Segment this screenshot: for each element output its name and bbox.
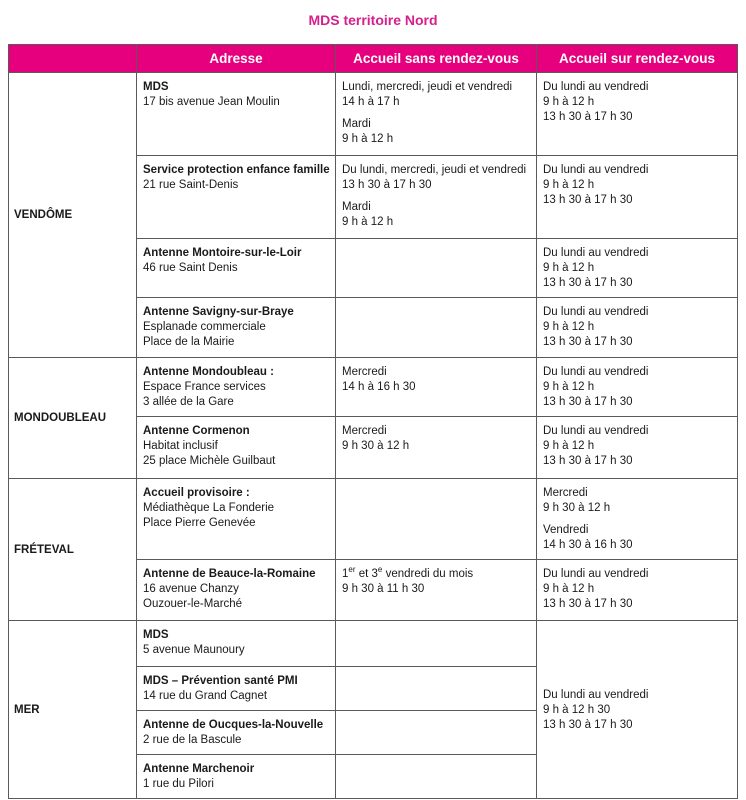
site-name: Antenne Marchenoir [143, 763, 255, 775]
hours-text: 13 h 30 à 17 h 30 [543, 111, 633, 123]
hours-text: 13 h 30 à 17 h 30 [543, 455, 633, 467]
appointment-cell [537, 73, 738, 156]
hours-text: 14 h à 17 h [342, 96, 400, 108]
walk-in-cell [336, 417, 537, 479]
site-address: Ouzouer-le-Marché [143, 598, 243, 610]
site-name: Antenne de Oucques-la-Nouvelle [143, 719, 324, 731]
page-title: MDS territoire Nord [308, 12, 438, 28]
days-text: Mercredi [543, 487, 588, 499]
days-text: Du lundi au vendredi [543, 81, 649, 93]
site-name: Antenne Mondoubleau : [143, 366, 274, 378]
header-sur-rdv: Accueil sur rendez-vous [537, 45, 738, 73]
site-name: Service protection enfance famille [143, 164, 330, 176]
site-address: 46 rue Saint Denis [143, 262, 238, 274]
appointment-cell [537, 358, 738, 417]
table-row [9, 73, 738, 156]
hours-text: 13 h 30 à 17 h 30 [543, 396, 633, 408]
ordinal-number: et 3 [355, 568, 378, 580]
walk-in-cell [336, 239, 537, 298]
address-cell [137, 711, 336, 755]
days-text: Vendredi [543, 524, 589, 536]
hours-text: 13 h 30 à 17 h 30 [342, 179, 432, 191]
hours-text: 9 h à 12 h 30 [543, 703, 611, 716]
hours-text: 13 h 30 à 17 h 30 [543, 336, 633, 348]
site-address: 3 allée de la Gare [143, 396, 234, 408]
site-name: MDS – Prévention santé PMI [143, 675, 298, 687]
hours-text: 9 h à 12 h [543, 262, 595, 274]
appointment-cell [537, 298, 738, 358]
hours-text: 14 h 30 à 16 h 30 [543, 539, 633, 551]
site-name: Antenne Montoire-sur-le-Loir [143, 247, 302, 259]
table-row [9, 358, 738, 417]
table-row [9, 479, 738, 560]
appointment-cell [537, 479, 738, 560]
region-mondoubleau: MONDOUBLEAU [9, 358, 137, 479]
hours-text: 9 h à 12 h [342, 133, 394, 145]
appointment-cell [537, 621, 738, 799]
days-text: Du lundi au vendredi [543, 247, 649, 259]
header-row [9, 45, 738, 73]
address-cell [137, 755, 336, 799]
walk-in-cell [336, 621, 537, 667]
site-address: 2 rue de la Bascule [143, 734, 242, 746]
site-address: Habitat inclusif [143, 440, 218, 452]
region-freteval: FRÉTEVAL [9, 479, 137, 621]
site-address: Place Pierre Genevée [143, 517, 256, 529]
address-cell [137, 239, 336, 298]
ordinal-suffix: e [377, 565, 383, 575]
hours-text: 9 h à 12 h [543, 440, 595, 452]
hours-text: 9 h à 12 h [543, 381, 595, 393]
days-text: Mardi [342, 201, 371, 213]
hours-text: 9 h à 12 h [543, 96, 595, 108]
hours-text: 9 h à 12 h [342, 216, 394, 228]
walk-in-cell [336, 711, 537, 755]
site-address: 14 rue du Grand Cagnet [143, 690, 268, 702]
site-address: 21 rue Saint-Denis [143, 179, 239, 191]
header-sans-rdv: Accueil sans rendez-vous [336, 45, 537, 73]
region-mer: MER [9, 621, 137, 799]
address-cell [137, 417, 336, 479]
ordinal-suffix: er [348, 565, 356, 575]
days-text: Lundi, mercredi, jeudi et vendredi [342, 81, 513, 93]
site-address: Médiathèque La Fonderie [143, 502, 275, 514]
appointment-cell [537, 239, 738, 298]
header-region [9, 45, 137, 73]
hours-text: 13 h 30 à 17 h 30 [543, 277, 633, 289]
days-text: Du lundi au vendredi [543, 366, 649, 378]
days-text: Du lundi au vendredi [543, 164, 649, 176]
days-text: Du lundi, mercredi, jeudi et vendredi [342, 164, 527, 176]
table-row [9, 621, 738, 667]
hours-text: 9 h à 12 h [543, 583, 595, 595]
hours-text: 14 h à 16 h 30 [342, 381, 416, 393]
site-address: Place de la Mairie [143, 336, 235, 348]
hours-text: 13 h 30 à 17 h 30 [543, 718, 633, 731]
site-address: 16 avenue Chanzy [143, 583, 239, 595]
days-text: Du lundi au vendredi [543, 306, 649, 318]
ordinal-number: 1 [342, 568, 349, 580]
days-text: Du lundi au vendredi [543, 568, 649, 580]
days-rest: vendredi du mois [382, 568, 474, 580]
site-name: MDS [143, 81, 169, 93]
site-name: Antenne de Beauce-la-Romaine [143, 568, 316, 580]
address-cell [137, 298, 336, 358]
hours-text: 9 h 30 à 12 h [342, 440, 410, 452]
walk-in-cell [336, 156, 537, 239]
walk-in-cell [336, 298, 537, 358]
address-cell [137, 621, 336, 667]
walk-in-cell [336, 755, 537, 799]
walk-in-cell [336, 667, 537, 711]
hours-text: 9 h à 12 h [543, 321, 595, 333]
address-cell [137, 667, 336, 711]
days-text: Mercredi [342, 425, 387, 437]
hours-text: 13 h 30 à 17 h 30 [543, 598, 633, 610]
site-name: Antenne Cormenon [143, 425, 250, 437]
hours-text: 9 h 30 à 12 h [543, 502, 611, 514]
address-cell [137, 156, 336, 239]
walk-in-cell [336, 560, 537, 621]
days-text [342, 567, 530, 582]
days-text: Du lundi au vendredi [543, 688, 649, 701]
site-address: 17 bis avenue Jean Moulin [143, 96, 280, 108]
site-address: 25 place Michèle Guilbaut [143, 455, 276, 467]
site-address: 5 avenue Maunoury [143, 644, 245, 656]
appointment-cell [537, 417, 738, 479]
hours-text: 13 h 30 à 17 h 30 [543, 194, 633, 206]
site-name: MDS [143, 629, 169, 641]
walk-in-cell [336, 73, 537, 156]
header-adresse: Adresse [137, 45, 336, 73]
address-cell [137, 73, 336, 156]
address-cell [137, 560, 336, 621]
address-cell [137, 479, 336, 560]
hours-text: 9 h à 12 h [543, 179, 595, 191]
site-address: Esplanade commerciale [143, 321, 266, 333]
schedule-table [8, 44, 738, 799]
region-vendome: VENDÔME [9, 73, 137, 358]
site-name: Antenne Savigny-sur-Braye [143, 306, 294, 318]
appointment-cell [537, 156, 738, 239]
hours-text: 9 h 30 à 11 h 30 [342, 583, 425, 595]
appointment-cell [537, 560, 738, 621]
site-address: 1 rue du Pilori [143, 778, 214, 790]
address-cell [137, 358, 336, 417]
walk-in-cell [336, 358, 537, 417]
days-text: Mardi [342, 118, 371, 130]
walk-in-cell [336, 479, 537, 560]
days-text: Du lundi au vendredi [543, 425, 649, 437]
site-address: Espace France services [143, 381, 266, 393]
days-text: Mercredi [342, 366, 387, 378]
site-name: Accueil provisoire : [143, 487, 250, 499]
